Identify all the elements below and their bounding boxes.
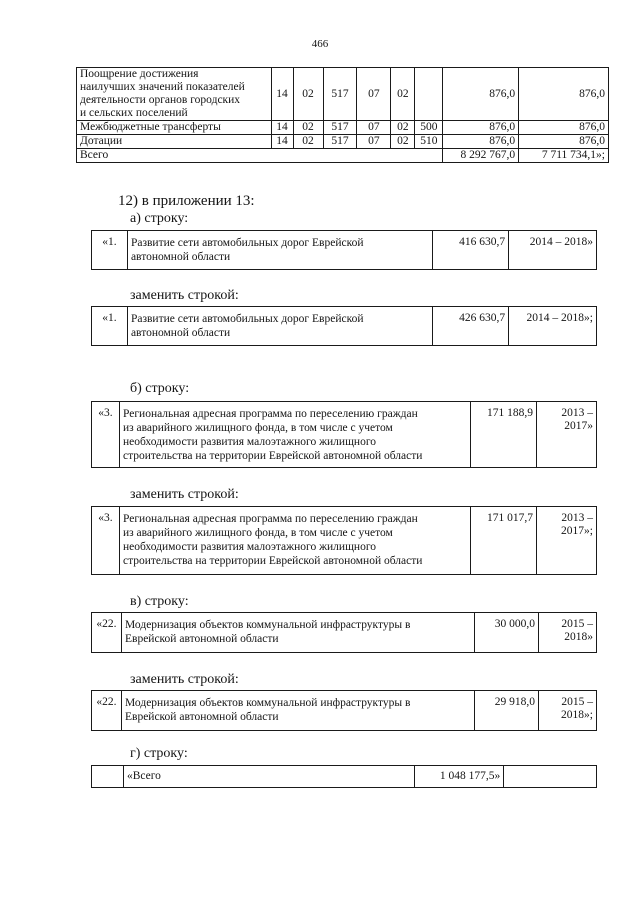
amount-cell: 416 630,7 <box>433 231 509 270</box>
row-text-line: Модернизация объектов коммунальной инфраструктуры в <box>124 697 411 709</box>
period-cell <box>539 613 597 653</box>
section-b-new-row <box>91 506 597 575</box>
code-cell: 02 <box>293 135 323 149</box>
section-c-new-row <box>91 690 597 731</box>
period-line: 2013 – <box>561 512 593 524</box>
row-text-line: строительства на территории Еврейской автономной области <box>122 450 423 462</box>
row-number: «1. <box>92 231 128 270</box>
period-line: 2018» <box>564 631 593 643</box>
row-text-line: из аварийного жилищного фонда, в том числе с учетом <box>122 527 393 539</box>
period-line: 2017»; <box>561 525 593 537</box>
period-cell <box>539 691 597 731</box>
row-text <box>119 402 470 468</box>
row-name-line: деятельности органов городских <box>80 94 241 106</box>
section-a-label: а) строку: <box>130 211 189 226</box>
row-name: Дотации <box>77 135 272 149</box>
value-cell: 7 711 734,1»; <box>519 149 609 163</box>
code-cell: 500 <box>415 121 443 135</box>
code-cell: 510 <box>415 135 443 149</box>
row-number: «22. <box>92 613 122 653</box>
code-cell: 14 <box>271 121 293 135</box>
row-text <box>127 231 432 270</box>
row-text-line: необходимости развития малоэтажного жилищного <box>122 541 377 553</box>
code-cell: 14 <box>271 68 293 121</box>
code-cell: 02 <box>293 121 323 135</box>
code-cell <box>415 68 443 121</box>
section-b-old-row <box>91 401 597 468</box>
value-cell: 876,0 <box>519 68 609 121</box>
row-text-line: автономной области <box>130 251 231 263</box>
period-cell <box>537 402 597 468</box>
amount-cell: 1 048 177,5» <box>415 766 504 788</box>
period-cell: 2014 – 2018» <box>509 231 597 270</box>
row-number: «3. <box>92 402 120 468</box>
period-cell <box>504 766 597 788</box>
value-cell: 876,0 <box>443 135 519 149</box>
row-name-line: наилучших значений показателей <box>80 81 245 93</box>
row-name-line: Поощрение достижения <box>80 68 199 80</box>
section-a-replace-label: заменить строкой: <box>130 288 239 303</box>
budget-table <box>76 67 609 163</box>
row-text: «Всего <box>123 766 414 788</box>
row-text <box>119 507 470 575</box>
amount-cell: 171 017,7 <box>471 507 537 575</box>
amount-cell: 30 000,0 <box>475 613 539 653</box>
value-cell: 8 292 767,0 <box>443 149 519 163</box>
value-cell: 876,0 <box>519 135 609 149</box>
section-c-replace-label: заменить строкой: <box>130 672 239 687</box>
value-cell: 876,0 <box>519 121 609 135</box>
row-text-line: Региональная адресная программа по переселению граждан <box>122 408 418 420</box>
code-cell: 517 <box>323 121 357 135</box>
total-label: Всего <box>77 149 443 163</box>
row-name-line: и сельских поселений <box>80 107 188 119</box>
row-text <box>121 613 474 653</box>
row-text <box>127 307 432 346</box>
row-text-line: Развитие сети автомобильных дорог Еврейской <box>130 237 364 249</box>
code-cell: 02 <box>391 68 415 121</box>
code-cell: 517 <box>323 68 357 121</box>
amount-cell: 171 188,9 <box>471 402 537 468</box>
section-c-old-row <box>91 612 597 653</box>
appendix-heading: 12) в приложении 13: <box>118 193 255 209</box>
page-number: 466 <box>311 38 329 50</box>
amount-cell: 29 918,0 <box>475 691 539 731</box>
row-text-line: Модернизация объектов коммунальной инфраструктуры в <box>124 619 411 631</box>
row-text-line: строительства на территории Еврейской автономной области <box>122 555 423 567</box>
table-row <box>77 149 609 163</box>
row-text-line: из аварийного жилищного фонда, в том числе с учетом <box>122 422 393 434</box>
section-d-row <box>91 765 597 788</box>
section-d-label: г) строку: <box>130 746 188 761</box>
period-cell <box>537 507 597 575</box>
code-cell: 07 <box>357 68 391 121</box>
row-number: «22. <box>92 691 122 731</box>
row-text-line: автономной области <box>130 327 231 339</box>
value-cell: 876,0 <box>443 68 519 121</box>
period-cell: 2014 – 2018»; <box>509 307 597 346</box>
code-cell: 02 <box>391 135 415 149</box>
section-a-old-row <box>91 230 597 270</box>
row-number: «1. <box>92 307 128 346</box>
period-line: 2015 – <box>561 618 593 630</box>
row-text <box>121 691 474 731</box>
row-name <box>77 68 272 121</box>
value-cell: 876,0 <box>443 121 519 135</box>
row-text-line: Еврейской автономной области <box>124 633 279 645</box>
table-row <box>77 135 609 149</box>
code-cell: 07 <box>357 135 391 149</box>
code-cell: 14 <box>271 135 293 149</box>
table-row <box>77 121 609 135</box>
row-number <box>92 766 124 788</box>
code-cell: 07 <box>357 121 391 135</box>
section-b-label: б) строку: <box>130 381 190 396</box>
period-line: 2018»; <box>561 709 593 721</box>
table-row <box>77 68 609 121</box>
row-text-line: Развитие сети автомобильных дорог Еврейской <box>130 313 364 325</box>
row-text-line: необходимости развития малоэтажного жилищного <box>122 436 377 448</box>
period-line: 2013 – <box>561 407 593 419</box>
row-number: «3. <box>92 507 120 575</box>
section-c-label: в) строку: <box>130 594 189 609</box>
row-text-line: Еврейской автономной области <box>124 711 279 723</box>
period-line: 2017» <box>564 420 593 432</box>
amount-cell: 426 630,7 <box>433 307 509 346</box>
code-cell: 517 <box>323 135 357 149</box>
row-text-line: Региональная адресная программа по переселению граждан <box>122 513 418 525</box>
code-cell: 02 <box>293 68 323 121</box>
row-name: Межбюджетные трансферты <box>77 121 272 135</box>
section-a-new-row <box>91 306 597 346</box>
section-b-replace-label: заменить строкой: <box>130 487 239 502</box>
code-cell: 02 <box>391 121 415 135</box>
period-line: 2015 – <box>561 696 593 708</box>
